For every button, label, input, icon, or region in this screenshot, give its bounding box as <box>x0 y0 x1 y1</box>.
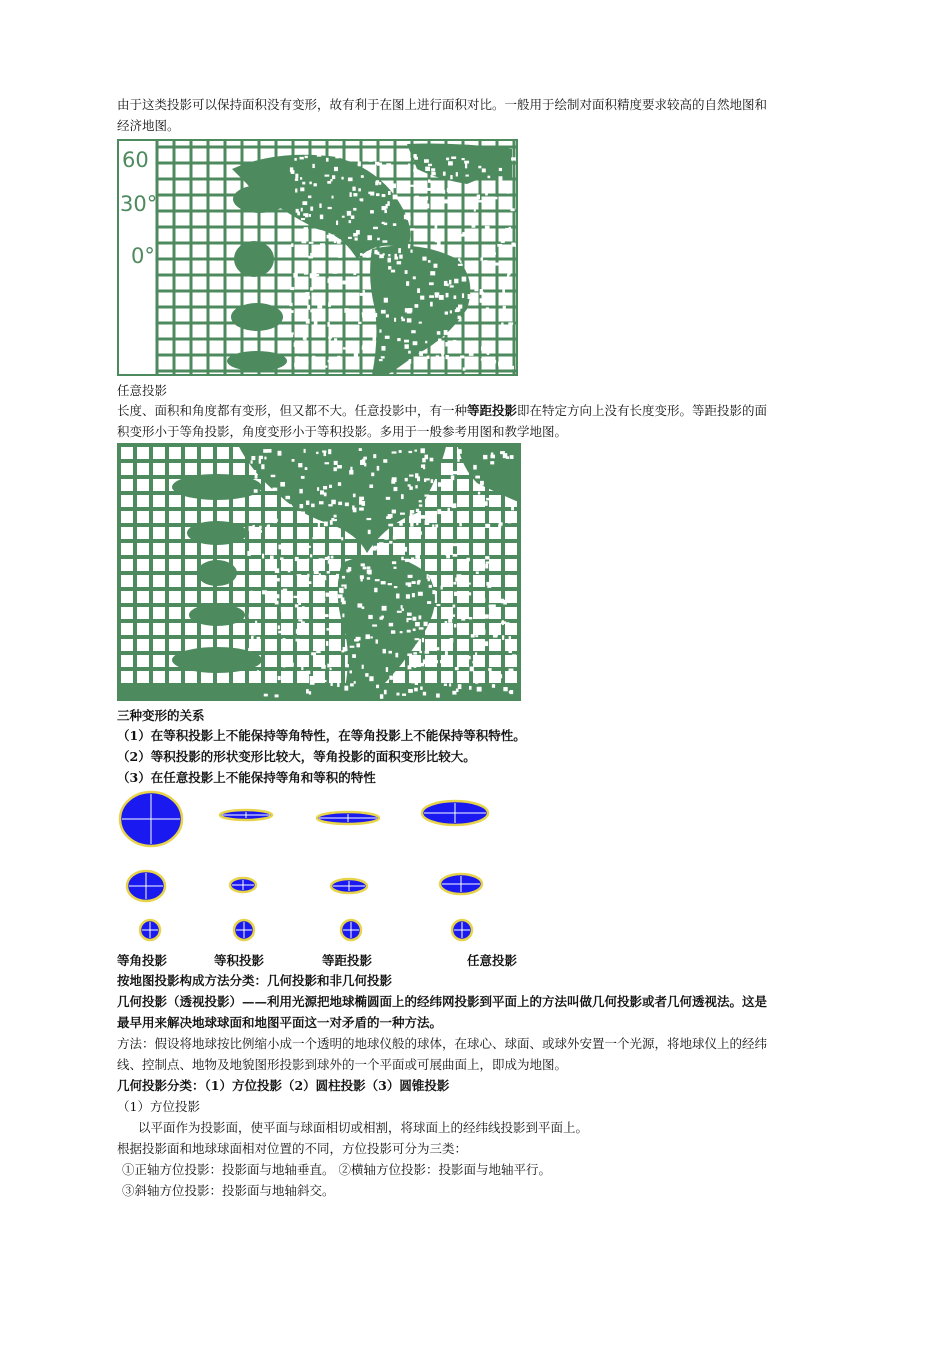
intro-line-2: 经济地图。 <box>117 118 180 133</box>
arbitrary-heading: 任意投影 <box>117 383 168 398</box>
label-arbitrary: 任意投影 <box>467 953 518 968</box>
method-line-1: 方法：假设将地球按比例缩小成一个透明的地球仪般的球体，在球心、球面、或球外安置一个光源，将地球仪上的经纬 <box>117 1036 768 1051</box>
azimuthal-types-1: ①正轴方位投影：投影面与地轴垂直。 ②横轴方位投影：投影面与地轴平行。 <box>122 1162 551 1177</box>
tissot-ellipse-diagram <box>110 788 530 948</box>
geometric-def-line-1: 几何投影（透视投影）——利用光源把地球椭圆面上的经纬网投影到平面上的方法叫做几何投影或者几何透视法。这是 <box>117 994 768 1009</box>
intro-line-1: 由于这类投影可以保持面积没有变形，故有利于在图上进行面积对比。一般用于绘制对面积精度要求较高的自然地图和 <box>117 97 768 112</box>
relations-heading: 三种变形的关系 <box>117 708 205 723</box>
azimuthal-intro: 根据投影面和地球球面相对位置的不同，方位投影可分为三类： <box>117 1141 468 1156</box>
tissot-ellipses <box>120 792 488 940</box>
azimuthal-heading: （1）方位投影 <box>117 1099 200 1114</box>
azimuthal-types-2: ③斜轴方位投影：投影面与地轴斜交。 <box>122 1183 335 1198</box>
label-equal-area: 等积投影 <box>214 953 265 968</box>
relations-item-3: （3）在任意投影上不能保持等角和等积的特性 <box>117 770 376 785</box>
relations-item-2: （2）等积投影的形状变形比较大，等角投影的面积变形比较大。 <box>117 749 476 764</box>
arbitrary-line-1-post: 即在特定方向上没有长度变形。等距投影的面 <box>517 403 768 418</box>
relations-item-1: （1）在等积投影上不能保持等角特性，在等角投影上不能保持等积特性。 <box>117 728 526 743</box>
lat-label-30: 30° <box>120 192 158 216</box>
lat-label-60: 60 <box>122 148 149 172</box>
equidistant-term: 等距投影 <box>467 403 518 418</box>
arbitrary-map-figure <box>117 443 521 701</box>
azimuthal-desc: 以平面作为投影面，使平面与球面相切或相割，将球面上的经纬线投影到平面上。 <box>138 1120 589 1135</box>
equal-area-map-figure <box>117 139 518 376</box>
label-conformal: 等角投影 <box>117 953 168 968</box>
geometric-classify: 按地图投影构成方法分类：几何投影和非几何投影 <box>117 973 393 988</box>
arbitrary-line-1-pre: 长度、面积和角度都有变形，但又都不大。任意投影中，有一种 <box>117 403 468 418</box>
geometric-def-line-2: 最早用来解决地球球面和地图平面这一对矛盾的一种方法。 <box>117 1015 443 1030</box>
method-line-2: 线、控制点、地物及地貌图形投影到球外的一个平面或可展曲面上，即成为地图。 <box>117 1057 568 1072</box>
arbitrary-map-image <box>117 443 521 701</box>
geometric-types: 几何投影分类：（1）方位投影（2）圆柱投影（3）圆锥投影 <box>117 1078 450 1093</box>
lat-label-0: 0° <box>131 244 155 268</box>
equal-area-map-image <box>117 139 518 376</box>
arbitrary-line-1 <box>117 400 767 421</box>
label-equidistant: 等距投影 <box>322 953 373 968</box>
arbitrary-line-2: 积变形小于等角投影，角度变形小于等积投影。多用于一般参考用图和教学地图。 <box>117 424 568 439</box>
